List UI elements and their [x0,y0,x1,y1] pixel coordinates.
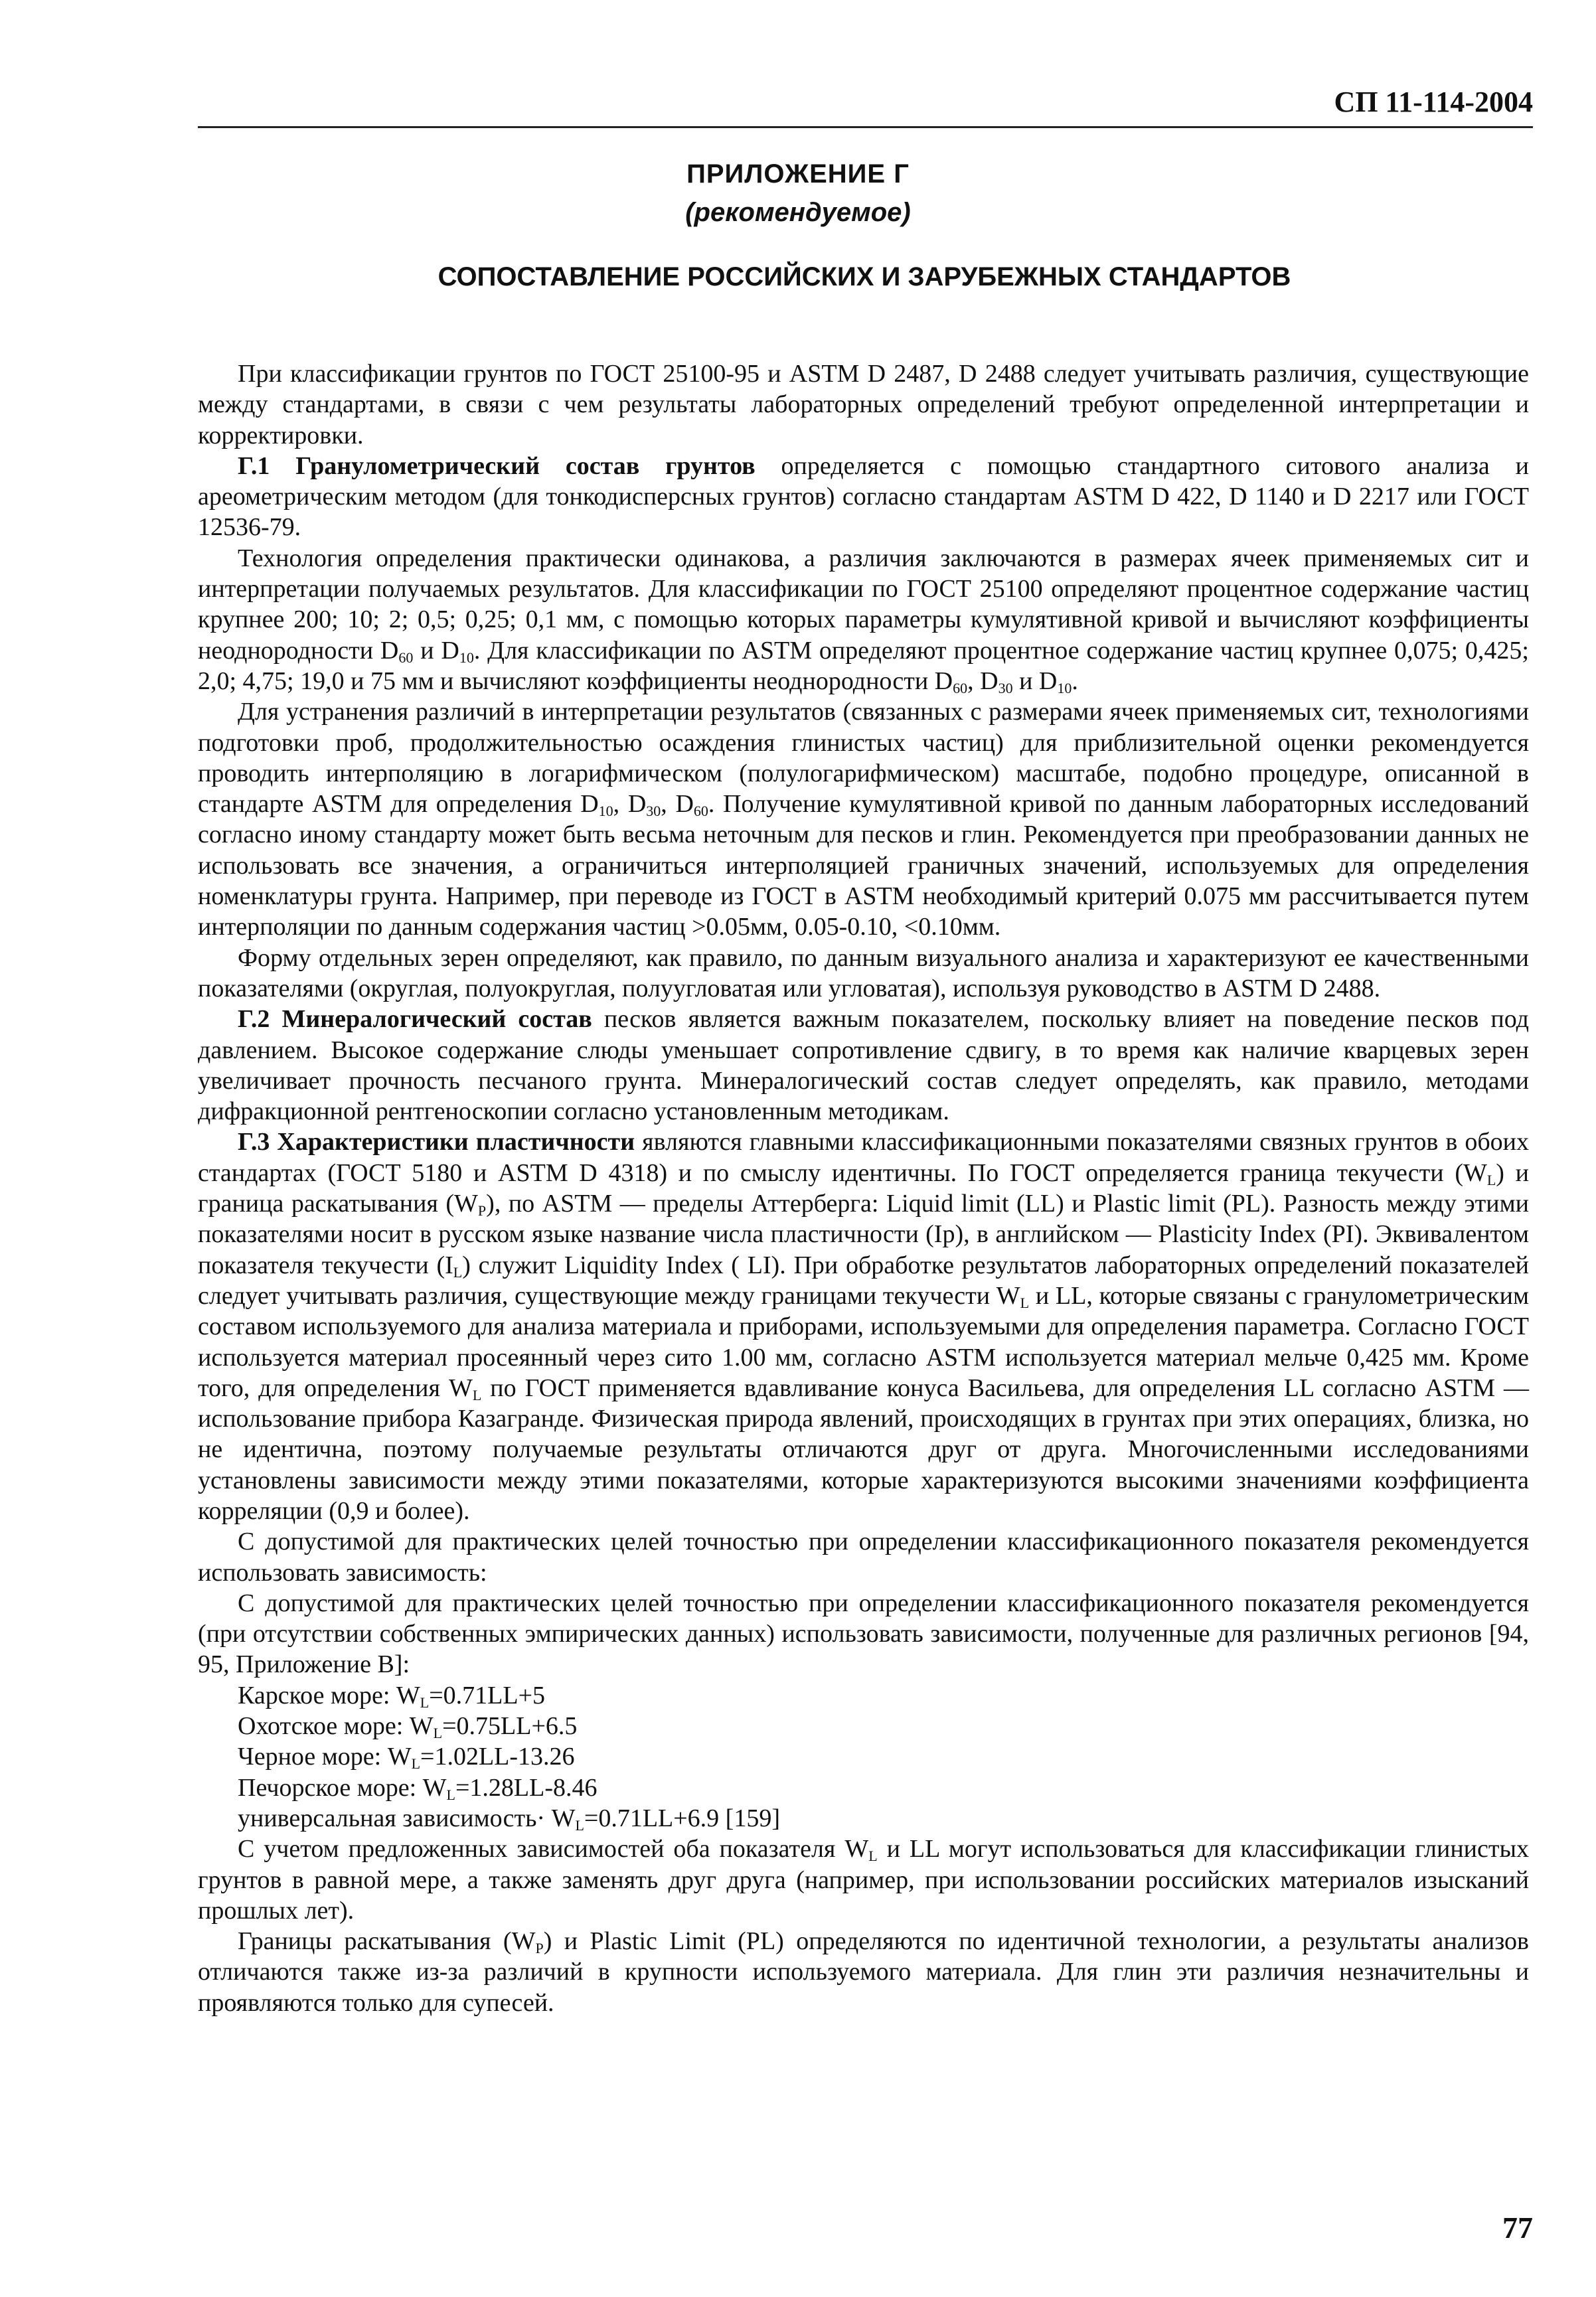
paragraph-grain-shape: Форму отдельных зерен определяют, как правило, по данным визуального анализа и характеризуют ее качественными показателями (округлая, полуокруглая, полуугловатая или угловатая), используя руководство в ASTM D 2488. [198,943,1529,1002]
formula-pechora: Печорское море: $W_L=1.28LL-8.46$ [238,1773,598,1803]
page-number: 77 [1502,2211,1533,2245]
paragraph-technology: Технология определения практически одинакова, а различия заключаются в размерах ячеек применяемых сит и интерпретации получаемых результатов. Для классификации по ГОСТ 25100 определяют процентное содержание частиц крупнее 200; 10; 2; 0,5; 0,25; 0,1 мм, с помощью которых параметры кумулятивной кривой и вычисляют коэффициенты неоднородности $D_{60}$ и $D_{10}$. Для классификации по ASTM определяют процентное содержание частиц крупнее 0,075; 0,425; 2,0; 4,75; 19,0 и 75 мм и вычисляют коэффициенты неоднородности $D_{60}$, $D_{30}$ и $D_{10}$. [198,544,1529,696]
paragraph-g3: Г.3 Характеристики пластичности являются главными классификационными показателями связных грунтов в обоих стандартах (ГОСТ 5180 и ASTM D 4318) и по смыслу идентичны. По ГОСТ определяется граница текучести $(W_L)$ и граница раскатывания $(W_P)$, по ASTM — пределы Аттерберга: Liquid limit (LL) и Plastic limit (PL). Разность между этими показателями носит в русском языке название числа пластичности (Ip), в английском — Plasticity Index (PI). Эквивалентом показателя текучести $(I_L)$ служит Liquidity Index ( LI). При обработке результатов лабораторных определений показателей следует учитывать различия, существующие между границами текучести $W_L$ и LL, которые связаны с гранулометрическим составом используемого для анализа материала и приборами, используемыми для определения параметра. Согласно ГОСТ используется материал просеянный через сито 1.00 мм, согласно ASTM используется материал мельче 0,425 мм. Кроме того, для определения $W_L$ по ГОСТ применяется вдавливание конуса Васильева, для определения LL согласно ASTM —использование прибора Казагранде. Физическая природа явлений, происходящих в грунтах при этих операциях, близка, но не идентична, поэтому получаемые результаты отличаются друг от друга. Многочисленными исследованиями установлены зависимости между этими показателями, которые характеризуются высокими значениями коэффициента корреляции (0,9 и более). [198,1128,1530,1525]
formula-universal: универсальная зависимость· $W_L=0.71LL+6.9$ [159] [238,1804,780,1834]
paragraph-accuracy-1: С допустимой для практических целей точностью при определении классификационного показателя рекомендуется использовать зависимость: [198,1528,1529,1587]
paragraph-g1: Г.1 Гранулометрический состав грунтов определяется с помощью стандартного ситового анализа и ареометрическим методом (для тонкодисперсных грунтов) согласно стандартам ASTM D 422, D 1140 и D 2217 или ГОСТ 12536-79. [198,451,1529,542]
paragraph-accuracy-2: С допустимой для практических целей точностью при определении классификационного показателя рекомендуется (при отсутствии собственных эмпирических данных) использовать зависимости, полученные для различных регионов [94, 95, Приложение В]: [198,1589,1529,1679]
paragraph-plastic-limit: Границы раскатывания $(W_P)$ и Plastic Limit (PL) определяются по идентичной технологии, а результаты анализов отличаются также из-за различий в крупности используемого материала. Для глин эти различия незначительны и проявляются только для супесей. [198,1927,1529,2017]
document-code: СП 11-114-2004 [1334,86,1533,118]
section-title: СОПОСТАВЛЕНИЕ РОССИЙСКИХ И ЗАРУБЕЖНЫХ СТАНДАРТОВ [438,262,1291,291]
formula-okhotsk: Охотское море: $W_L=0.75LL+6.5$ [238,1712,578,1742]
appendix-subtitle: (рекомендуемое) [685,198,911,227]
formula-kara: Карское море: $W_L=0.71LL+5$ [238,1681,546,1711]
formula-black-sea: Черное море: $W_L=1.02LL-13.26$ [238,1743,575,1773]
body-text [198,358,1529,2018]
appendix-title: ПРИЛОЖЕНИЕ Г [686,159,910,189]
g1-heading: Г.1 Гранулометрический состав грунтов [238,451,756,480]
g3-heading: Г.3 Характеристики пластичности [238,1128,635,1156]
paragraph-interpretation: Для устранения различий в интерпретации результатов (связанных с размерами ячеек применяемых сит, технологиями подготовки проб, продолжительностью осаждения глинистых частиц) для приблизительной оценки рекомендуется проводить интерполяцию в логарифмическом (полулогарифмическом) масштабе, подобно процедуре, описанной в стандарте ASTM для определения $D_{10}$, $D_{30}$, $D_{60}$. Получение кумулятивной кривой по данным лабораторных исследований согласно иному стандарту может быть весьма неточным для песков и глин. Рекомендуется при преобразовании данных не использовать все значения, а ограничиться интерполяцией граничных значений, используемых для определения номенклатуры грунта. Например, при переводе из ГОСТ в ASTM необходимый критерий 0.075 мм рассчитывается путем интерполяции по данным содержания частиц >0.05мм, 0.05-0.10, <0.10мм. [198,698,1529,941]
header-rule [198,126,1533,128]
paragraph-conclusion: С учетом предложенных зависимостей оба показателя $W_L$ и LL могут использоваться для классификации глинистых грунтов в равной мере, а также заменять друг друга (например, при использовании российских материалов изысканий прошлых лет). [198,1835,1529,1925]
paragraph-g2: Г.2 Минералогический состав песков является важным показателем, поскольку влияет на поведение песков под давлением. Высокое содержание слюды уменьшает сопротивление сдвигу, в то время как наличие кварцевых зерен увеличивает прочность песчаного грунта. Минералогический состав следует определять, как правило, методами дифракционной рентгеноскопии согласно установленным методикам. [198,1005,1529,1126]
paragraph-intro: При классификации грунтов по ГОСТ 25100-95 и ASTM D 2487, D 2488 следует учитывать различия, существующие между стандартами, в связи с чем результаты лабораторных определений требуют определенной интерпретации и корректировки. [198,360,1529,449]
g2-heading: Г.2 Минералогический состав [238,1005,592,1034]
